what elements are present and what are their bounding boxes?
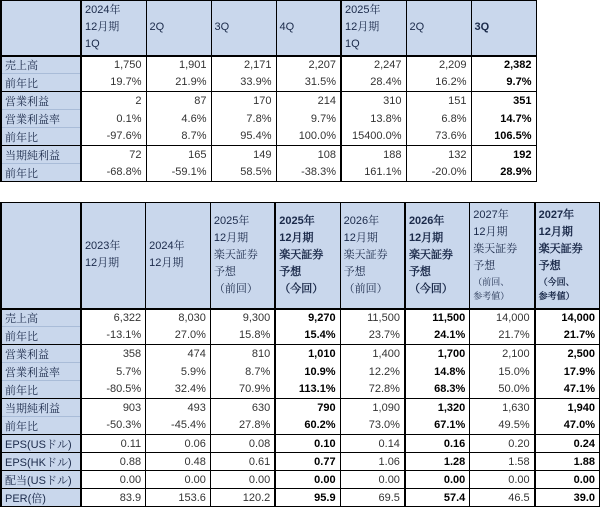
- data-cell: 17.9%: [535, 363, 600, 381]
- data-cell: 15400.0%: [341, 128, 406, 146]
- data-cell: 0.10: [275, 435, 340, 453]
- data-cell: 8,030: [146, 309, 211, 327]
- column-header-line: 2026年: [408, 214, 445, 227]
- data-cell: 83.9: [81, 489, 146, 507]
- column-header-line: 2026年: [343, 214, 380, 227]
- data-cell: 50.0%: [470, 381, 535, 399]
- column-header: [340, 203, 405, 309]
- data-cell: 1,010: [275, 345, 340, 363]
- data-cell: 70.9%: [210, 381, 275, 399]
- column-header-line: 1Q: [345, 38, 360, 51]
- row-label: PER(倍): [1, 489, 81, 507]
- data-cell: 15.8%: [210, 327, 275, 345]
- column-header-line: 12月期: [149, 257, 184, 270]
- data-cell: 72: [81, 146, 146, 164]
- data-cell: 0.20: [470, 435, 535, 453]
- column-header-line: （今回）: [408, 282, 453, 295]
- data-cell: 27.8%: [210, 417, 275, 435]
- row-label: 当期純利益: [1, 399, 81, 417]
- data-cell: 2,500: [535, 345, 600, 363]
- table-row: [1, 399, 600, 417]
- column-header: [406, 1, 471, 56]
- data-cell: 4.6%: [146, 110, 211, 128]
- data-cell: 73.6%: [406, 128, 471, 146]
- data-cell: 2,100: [470, 345, 535, 363]
- data-cell: 1.88: [535, 453, 600, 471]
- data-cell: -68.8%: [81, 164, 146, 182]
- column-header-line: （前回）: [213, 282, 258, 295]
- row-label: EPS(HKドル): [1, 453, 81, 471]
- column-header-line: 楽天証券: [538, 243, 583, 256]
- column-header-line: （前回）: [343, 282, 388, 295]
- column-header-line: 2027年: [538, 209, 575, 222]
- column-header-line: 予想: [538, 260, 561, 273]
- data-cell: 10.9%: [275, 363, 340, 381]
- data-cell: 39.0: [535, 489, 600, 507]
- data-cell: 310: [341, 92, 406, 110]
- table-row: [1, 146, 536, 164]
- data-cell: 0.00: [340, 471, 405, 489]
- data-cell: 132: [406, 146, 471, 164]
- column-header-line: 4Q: [279, 21, 295, 34]
- data-cell: 0.00: [470, 471, 535, 489]
- data-cell: 2: [81, 92, 146, 110]
- annual-results-forecast-table: [0, 202, 600, 507]
- column-header-line: 2027年: [473, 209, 509, 222]
- data-cell: 0.88: [81, 453, 146, 471]
- data-cell: 0.08: [210, 435, 275, 453]
- data-cell: 0.00: [81, 471, 146, 489]
- data-cell: 21.7%: [470, 327, 535, 345]
- data-cell: 87: [146, 92, 211, 110]
- data-cell: 11,500: [340, 309, 405, 327]
- data-cell: 0.48: [146, 453, 211, 471]
- data-cell: 0.11: [81, 435, 146, 453]
- column-header-line: 楽天証券: [408, 248, 453, 261]
- row-label: 前年比: [1, 164, 81, 182]
- column-header-line: 3Q: [214, 21, 230, 34]
- data-cell: 15.4%: [275, 327, 340, 345]
- data-cell: 120.2: [210, 489, 275, 507]
- data-cell: 113.1%: [275, 381, 340, 399]
- table-row: [1, 345, 600, 363]
- data-cell: -13.1%: [81, 327, 146, 345]
- data-cell: 630: [210, 399, 275, 417]
- data-cell: 16.2%: [406, 74, 471, 92]
- data-cell: 188: [341, 146, 406, 164]
- corner-cell: [1, 1, 81, 56]
- data-cell: 100.0%: [276, 128, 341, 146]
- data-cell: 493: [146, 399, 211, 417]
- corner-cell: [1, 203, 81, 309]
- table-row: [1, 327, 600, 345]
- column-header: [211, 1, 276, 56]
- column-header-line: 2024年: [149, 240, 185, 253]
- column-header-line: 予想: [343, 265, 366, 278]
- table-row: [1, 363, 600, 381]
- column-header-line: 2025年: [279, 214, 315, 227]
- data-cell: 0.00: [535, 471, 600, 489]
- data-cell: 0.14: [340, 435, 405, 453]
- data-cell: 47.1%: [535, 381, 600, 399]
- data-cell: 903: [81, 399, 146, 417]
- data-cell: 161.1%: [341, 164, 406, 182]
- table-row: [1, 309, 600, 327]
- column-header-line: 2Q: [409, 21, 425, 34]
- data-cell: 1,320: [405, 399, 470, 417]
- data-cell: 13.8%: [341, 110, 406, 128]
- table-row: [1, 92, 536, 110]
- column-header-line: （今回、: [538, 277, 575, 288]
- column-header-line: 楽天証券: [279, 248, 324, 261]
- table-row: [1, 417, 600, 435]
- data-cell: 67.1%: [405, 417, 470, 435]
- data-cell: 28.9%: [471, 164, 536, 182]
- data-cell: 1,700: [405, 345, 470, 363]
- data-cell: 6.8%: [406, 110, 471, 128]
- data-cell: 27.0%: [146, 327, 211, 345]
- data-cell: 68.3%: [405, 381, 470, 399]
- column-header-line: （前回、: [473, 277, 510, 288]
- data-cell: 1,630: [470, 399, 535, 417]
- data-cell: 1.06: [340, 453, 405, 471]
- column-header: [146, 1, 211, 56]
- column-header-line: 2Q: [149, 21, 165, 34]
- column-header-line: 楽天証券: [213, 248, 258, 261]
- data-cell: -59.1%: [146, 164, 211, 182]
- row-label: 営業利益率: [1, 363, 81, 381]
- column-header: [341, 1, 406, 56]
- data-cell: 106.5%: [471, 128, 536, 146]
- data-cell: 0.1%: [81, 110, 146, 128]
- quarterly-results-table: [0, 0, 537, 182]
- data-cell: 151: [406, 92, 471, 110]
- table-row: [1, 56, 536, 74]
- row-label: 前年比: [1, 128, 81, 146]
- column-header: [146, 203, 211, 309]
- table-row: [1, 381, 600, 399]
- column-header-line: 12月期: [345, 21, 380, 34]
- row-label: 売上高: [1, 309, 81, 327]
- data-cell: 23.7%: [340, 327, 405, 345]
- data-cell: 73.0%: [340, 417, 405, 435]
- column-header: [405, 203, 470, 309]
- data-cell: 11,500: [405, 309, 470, 327]
- column-header-line: 参考値）: [538, 291, 575, 302]
- table-row: [1, 489, 600, 507]
- data-cell: 19.7%: [81, 74, 146, 92]
- data-cell: 810: [210, 345, 275, 363]
- column-header-line: 予想: [279, 265, 302, 278]
- column-header: [81, 203, 146, 309]
- column-header-line: 12月期: [538, 226, 573, 239]
- data-cell: 21.9%: [146, 74, 211, 92]
- data-cell: 14.7%: [471, 110, 536, 128]
- data-cell: 1,400: [340, 345, 405, 363]
- data-cell: 15.0%: [470, 363, 535, 381]
- data-cell: 33.9%: [211, 74, 276, 92]
- row-label: 当期純利益: [1, 146, 81, 164]
- data-cell: 14,000: [470, 309, 535, 327]
- data-cell: 0.00: [210, 471, 275, 489]
- data-cell: 24.1%: [405, 327, 470, 345]
- column-header-line: 12月期: [408, 231, 444, 244]
- row-label: 前年比: [1, 74, 81, 92]
- data-cell: 57.4: [405, 489, 470, 507]
- table-row: [1, 110, 536, 128]
- column-header-line: 12月期: [473, 226, 508, 239]
- column-header-line: 1Q: [85, 38, 100, 51]
- data-cell: 0.77: [275, 453, 340, 471]
- data-cell: 95.4%: [211, 128, 276, 146]
- column-header-line: 楽天証券: [343, 248, 388, 261]
- data-cell: 72.8%: [340, 381, 405, 399]
- table-row: [1, 164, 536, 182]
- data-cell: 149: [211, 146, 276, 164]
- data-cell: 0.16: [405, 435, 470, 453]
- column-header: [535, 203, 600, 309]
- data-cell: 69.5: [340, 489, 405, 507]
- data-cell: 8.7%: [210, 363, 275, 381]
- data-cell: 9.7%: [276, 110, 341, 128]
- row-label: 前年比: [1, 417, 81, 435]
- header-row: [1, 203, 600, 309]
- data-cell: -38.3%: [276, 164, 341, 182]
- column-header-line: 12月期: [213, 231, 249, 244]
- column-header-line: 12月期: [84, 257, 120, 270]
- row-label: EPS(USドル): [1, 435, 81, 453]
- data-cell: 165: [146, 146, 211, 164]
- data-cell: 21.7%: [535, 327, 600, 345]
- data-cell: -20.0%: [406, 164, 471, 182]
- row-label: 営業利益: [1, 92, 81, 110]
- data-cell: 0.00: [405, 471, 470, 489]
- data-cell: 1,090: [340, 399, 405, 417]
- data-cell: -50.3%: [81, 417, 146, 435]
- data-cell: 0.00: [146, 471, 211, 489]
- data-cell: 8.7%: [146, 128, 211, 146]
- data-cell: 9,270: [275, 309, 340, 327]
- data-cell: 9.7%: [471, 74, 536, 92]
- data-cell: 474: [146, 345, 211, 363]
- data-cell: 46.5: [470, 489, 535, 507]
- row-label: 前年比: [1, 327, 81, 345]
- data-cell: 7.8%: [211, 110, 276, 128]
- column-header-line: 2025年: [213, 214, 250, 227]
- column-header-line: 予想: [213, 265, 236, 278]
- data-cell: 2,382: [471, 56, 536, 74]
- column-header-line: 2024年: [85, 4, 121, 17]
- row-label: 前年比: [1, 381, 81, 399]
- data-cell: 1.58: [470, 453, 535, 471]
- column-header-line: 3Q: [474, 21, 490, 34]
- column-header: [276, 1, 341, 56]
- column-header: [470, 203, 535, 309]
- column-header-line: （今回）: [279, 282, 324, 295]
- data-cell: 6,322: [81, 309, 146, 327]
- column-header-line: 12月期: [85, 21, 120, 34]
- data-cell: 1,940: [535, 399, 600, 417]
- column-header-line: 2023年: [84, 240, 121, 253]
- data-cell: 2,207: [276, 56, 341, 74]
- data-cell: -80.5%: [81, 381, 146, 399]
- data-cell: 358: [81, 345, 146, 363]
- column-header-line: 予想: [408, 265, 431, 278]
- data-cell: 108: [276, 146, 341, 164]
- data-cell: 0.61: [210, 453, 275, 471]
- column-header-line: 楽天証券: [473, 243, 518, 256]
- data-cell: 0.06: [146, 435, 211, 453]
- data-cell: 1,901: [146, 56, 211, 74]
- column-header: [275, 203, 340, 309]
- column-header: [210, 203, 275, 309]
- header-row: [1, 1, 536, 56]
- data-cell: 32.4%: [146, 381, 211, 399]
- data-cell: 47.0%: [535, 417, 600, 435]
- data-cell: 14.8%: [405, 363, 470, 381]
- data-cell: 5.9%: [146, 363, 211, 381]
- data-cell: 2,209: [406, 56, 471, 74]
- data-cell: 170: [211, 92, 276, 110]
- data-cell: 192: [471, 146, 536, 164]
- data-cell: 58.5%: [211, 164, 276, 182]
- row-label: 配当(USドル): [1, 471, 81, 489]
- data-cell: -45.4%: [146, 417, 211, 435]
- data-cell: 5.7%: [81, 363, 146, 381]
- row-label: 営業利益: [1, 345, 81, 363]
- table-row: [1, 471, 600, 489]
- data-cell: 14,000: [535, 309, 600, 327]
- table-row: [1, 74, 536, 92]
- data-cell: 153.6: [146, 489, 211, 507]
- data-cell: 1,750: [81, 56, 146, 74]
- data-cell: -97.6%: [81, 128, 146, 146]
- data-cell: 2,247: [341, 56, 406, 74]
- column-header-line: 12月期: [279, 231, 314, 244]
- table-row: [1, 453, 600, 471]
- column-header: [471, 1, 536, 56]
- data-cell: 351: [471, 92, 536, 110]
- data-cell: 0.24: [535, 435, 600, 453]
- data-cell: 2,171: [211, 56, 276, 74]
- data-cell: 214: [276, 92, 341, 110]
- column-header-line: 12月期: [343, 231, 378, 244]
- data-cell: 0.00: [275, 471, 340, 489]
- data-cell: 12.2%: [340, 363, 405, 381]
- data-cell: 9,300: [210, 309, 275, 327]
- row-label: 売上高: [1, 56, 81, 74]
- row-label: 営業利益率: [1, 110, 81, 128]
- table-row: [1, 435, 600, 453]
- column-header-line: 2025年: [345, 4, 381, 17]
- data-cell: 1.28: [405, 453, 470, 471]
- data-cell: 60.2%: [275, 417, 340, 435]
- data-cell: 28.4%: [341, 74, 406, 92]
- data-cell: 31.5%: [276, 74, 341, 92]
- data-cell: 790: [275, 399, 340, 417]
- column-header-line: 参考値）: [473, 291, 510, 302]
- column-header-line: 予想: [473, 260, 496, 273]
- column-header: [81, 1, 146, 56]
- table-row: [1, 128, 536, 146]
- data-cell: 95.9: [275, 489, 340, 507]
- data-cell: 49.5%: [470, 417, 535, 435]
